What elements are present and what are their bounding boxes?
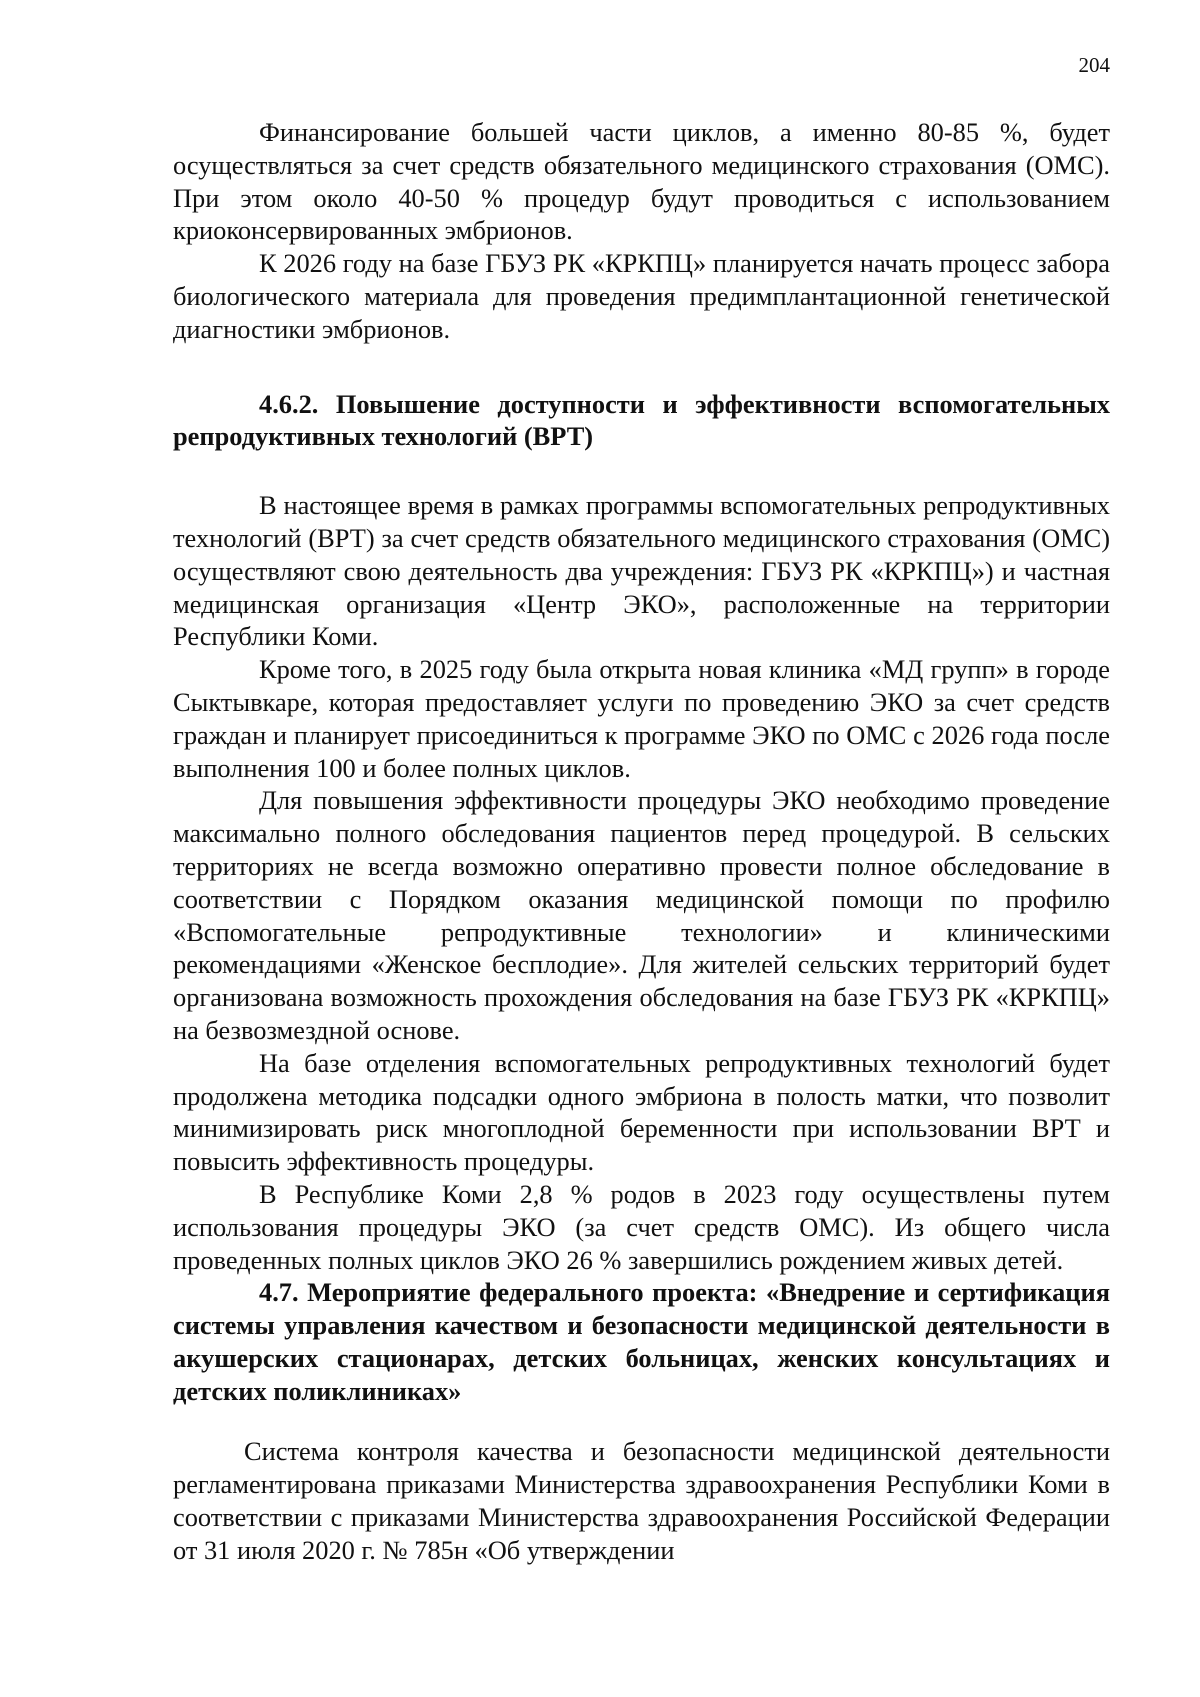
page-content xyxy=(173,116,1110,1567)
paragraph-quality-control: Система контроля качества и безопасности медицинской деятельности регламентирована приказами Министерства здравоохранения Республики Коми в соответствии с приказами Министерства здравоохранения Российской Федерации от 31 июля 2020 г. № 785н «Об утверждении xyxy=(173,1436,1110,1565)
spacer xyxy=(173,346,1110,388)
paragraph-financing: Финансирование большей части циклов, а именно 80-85 %, будет осуществляться за счет средств обязательного медицинского страхования (ОМС). При этом около 40-50 % процедур будут проводиться с использованием криоконсервированных эмбрионов. xyxy=(173,117,1110,246)
spacer xyxy=(173,453,1110,489)
paragraph-pgd-plans: К 2026 году на базе ГБУЗ РК «КРКПЦ» планируется начать процесс забора биологического материала для проведения предимплантационной генетической диагностики эмбрионов. xyxy=(173,248,1110,344)
paragraph-single-embryo: На базе отделения вспомогательных репродуктивных технологий будет продолжена методика подсадки одного эмбриона в полость матки, что позволит минимизировать риск многоплодной беременности при использовании ВРТ и повысить эффективность процедуры. xyxy=(173,1047,1110,1177)
paragraph-efficiency: Для повышения эффективности процедуры ЭКО необходимо проведение максимально полного обследования пациентов перед процедурой. В сельских территориях не всегда возможно оперативно провести полное обследование в соответствии с Порядком оказания медицинской помощи по профилю «Вспомогательные репродуктивные технологии» и клиническими рекомендациями «Женское бесплодие». Для жителей сельских территорий будет организована возможность прохождения обследования на базе ГБУЗ РК «КРКПЦ» на безвозмездной основе. xyxy=(173,785,1110,1045)
section-heading-4-6-2: 4.6.2. Повышение доступности и эффективности вспомогательных репродуктивных технологий (ВРТ) xyxy=(173,388,1110,452)
paragraph-statistics: В Республике Коми 2,8 % родов в 2023 году осуществлены путем использования процедуры ЭКО (за счет средств ОМС). Из общего числа проведенных полных циклов ЭКО 26 % завершились рождением живых детей. xyxy=(173,1178,1110,1275)
spacer xyxy=(173,1407,1110,1435)
paragraph-new-clinic: Кроме того, в 2025 году была открыта новая клиника «МД групп» в городе Сыктывкаре, которая предоставляет услуги по проведению ЭКО за счет средств граждан и планирует присоединиться к программе ЭКО по ОМС с 2026 года после выполнения 100 и более полных циклов. xyxy=(173,654,1110,783)
paragraph-current-programs: В настоящее время в рамках программы вспомогательных репродуктивных технологий (ВРТ) за счет средств обязательного медицинского страхования (ОМС) осуществляют свою деятельность два учреждения: ГБУЗ РК «КРКПЦ») и частная медицинская организация «Центр ЭКО», расположенные на территории Республики Коми. xyxy=(173,490,1110,652)
page-number: 204 xyxy=(1078,53,1110,77)
section-heading-4-7: 4.7. Мероприятие федерального проекта: «Внедрение и сертификация системы управления качеством и безопасности медицинской деятельности в акушерских стационарах, детских больницах, женских консультациях и детских поликлиниках» xyxy=(173,1277,1110,1406)
